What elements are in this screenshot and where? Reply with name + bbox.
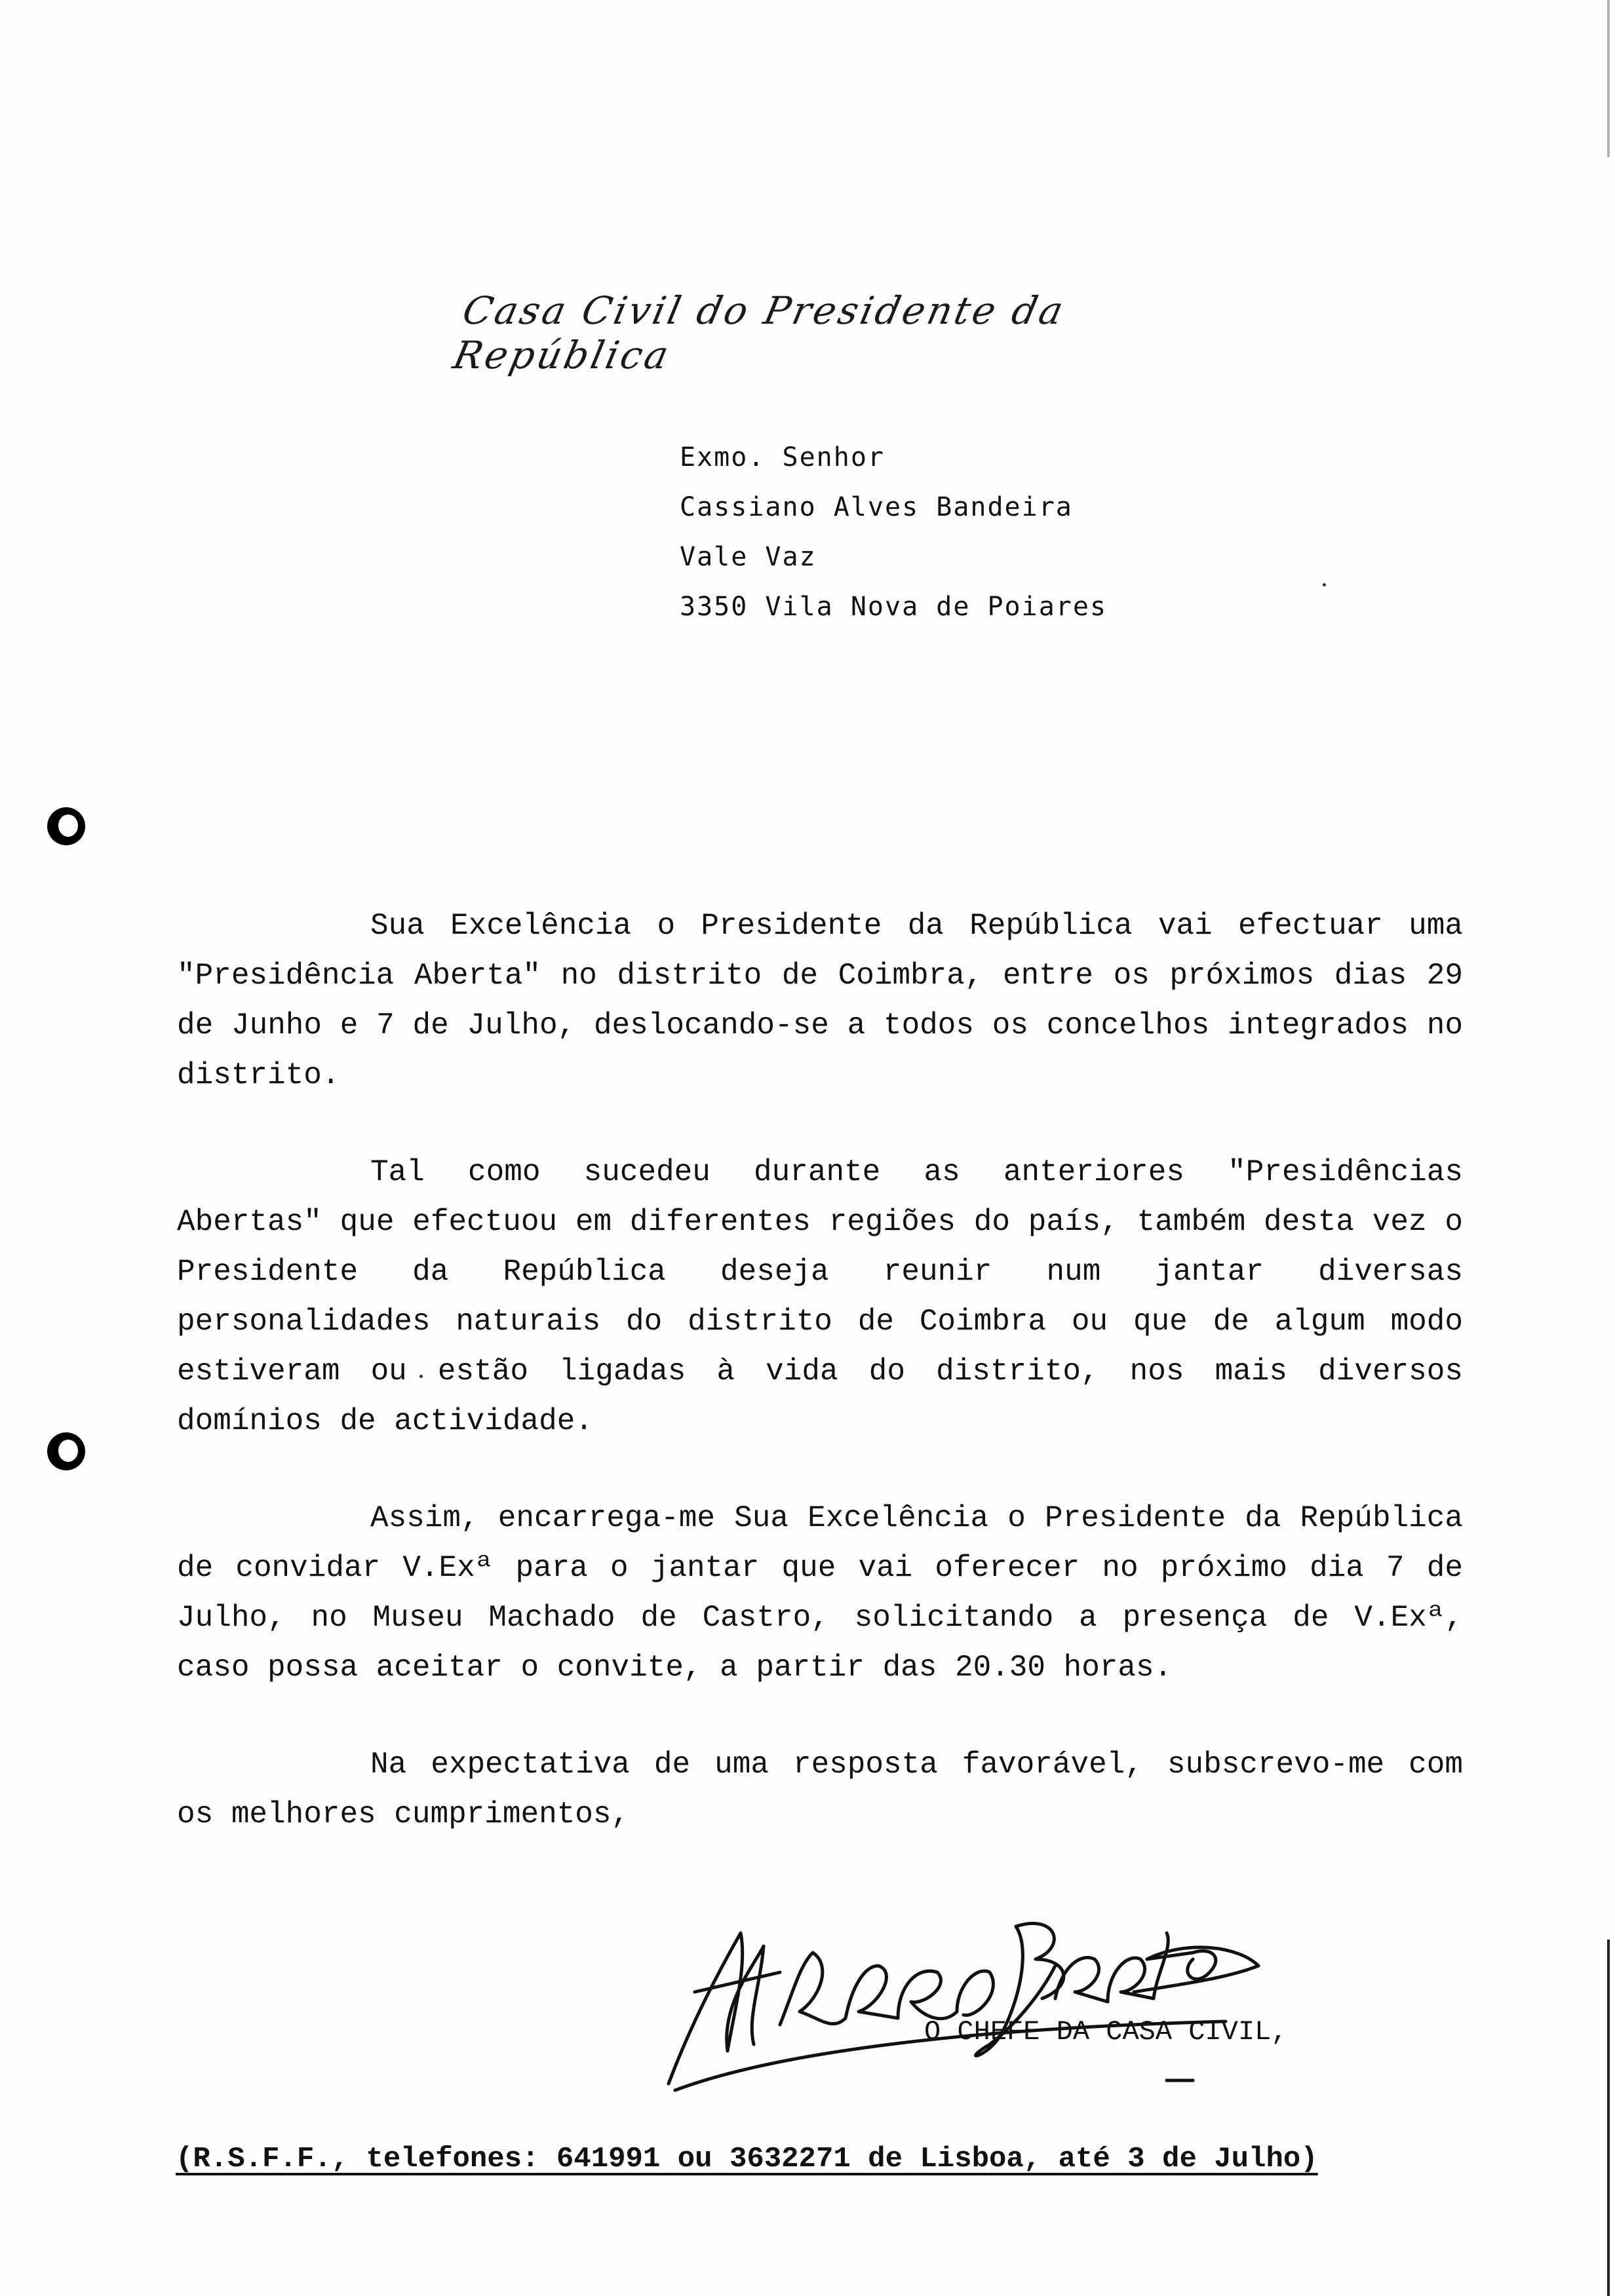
letter-body [177,901,1463,2048]
address-postal: 3350 Vila Nova de Poiares [680,592,1108,622]
page-edge-top [1607,0,1610,157]
address-salutation: Exmo. Senhor [680,442,885,472]
address-locality: Vale Vaz [680,542,817,572]
paragraph-4: Na expectativa de uma resposta favorável, subscrevo-me com os melhores cumprimentos, [177,1748,1463,1831]
paragraph-3: Assim, encarrega-me Sua Excelência o Presidente da República de convidar V.Exª para o jantar que vai oferecer no próximo dia 7 de Julho, no Museu Machado de Castro, solicitando a presença de V.Exª, caso possa aceitar o convite, a partir das 20.30 horas. [177,1501,1463,1685]
recipient-address [680,432,1107,632]
page-edge-bottom [1607,1940,1610,2296]
letterhead: Casa Civil do Presidente da República [449,288,1070,377]
paragraph-2: Tal como sucedeu durante as anteriores "Presidências Abertas" que efectuou em diferentes regiões do país, também desta vez o Presidente da República deseja reunir num jantar diversas personalidades naturais do distrito de Coimbra ou que de algum modo estiveram ou estão ligadas à vida do distrito, nos mais diversos domínios de actividade. [177,1155,1463,1438]
address-name: Cassiano Alves Bandeira [680,492,1073,522]
signature [649,1887,1272,2103]
punch-hole-bottom [47,1432,85,1470]
closing-title: O CHEFE DA CASA CIVIL, [924,2016,1288,2048]
punch-hole-top [47,807,85,845]
footer-rsvp-note: (R.S.F.F., telefones: 641991 ou 3632271 de Lisboa, até 3 de Julho) [176,2143,1318,2175]
paragraph-1: Sua Excelência o Presidente da República vai efectuar uma "Presidência Aberta" no distrito de Coimbra, entre os próximos dias 29 de Junho e 7 de Julho, deslocando-se a todos os concelhos integrados no distrito. [177,909,1463,1092]
scan-speck [1323,583,1326,586]
